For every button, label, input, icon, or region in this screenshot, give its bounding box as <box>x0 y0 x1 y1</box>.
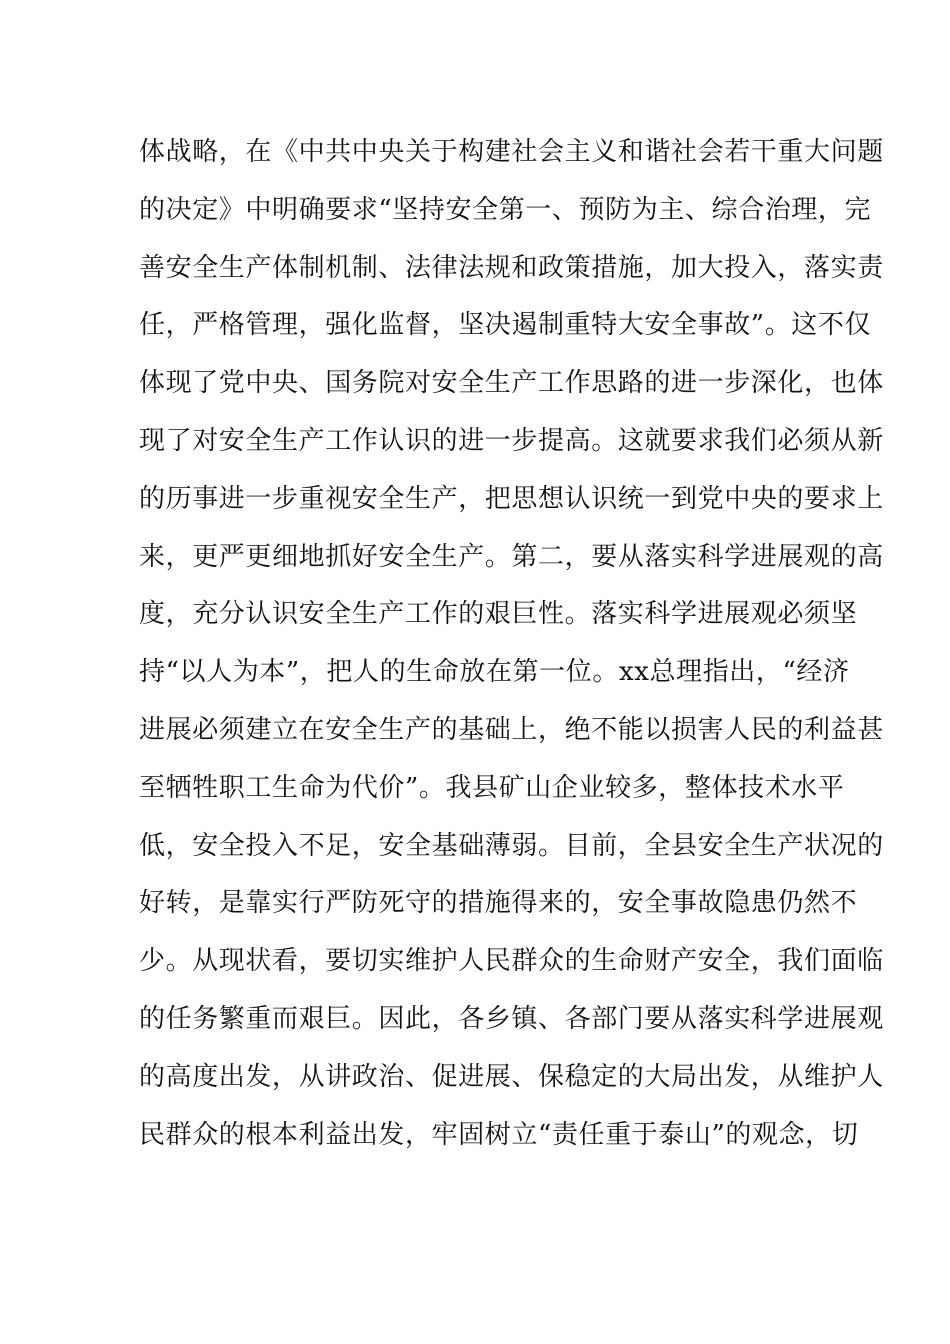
text-line: 体战略，在《中共中央关于构建社会主义和谐社会若干重大问题 <box>139 137 884 167</box>
text-line: 的任务繁重而艰巨。因此，各乡镇、各部门要从落实科学进展观 <box>139 1003 884 1034</box>
text-line: 任，严格管理，强化监督，坚决遏制重特大安全事故”。这不仅 <box>139 310 872 341</box>
text-line: 至牺牲职工生命为代价”。我县矿山企业较多，整体技术水平 <box>139 772 845 803</box>
text-line: 的高度出发，从讲政治、促进展、保稳定的大局出发，从维护人 <box>139 1061 884 1092</box>
text-line: 的决定》中明确要求“坚持安全第一、预防为主、综合治理，完 <box>139 194 872 225</box>
text-line: 的历事进一步重视安全生产，把思想认识统一到党中央的要求上 <box>139 483 884 514</box>
text-line: 进展必须建立在安全生产的基础上，绝不能以损害人民的利益甚 <box>139 714 884 745</box>
body-paragraph <box>139 128 884 1168</box>
text-line: 度，充分认识安全生产工作的艰巨性。落实科学进展观必须坚 <box>139 599 858 630</box>
text-line: 低，安全投入不足，安全基础薄弱。目前，全县安全生产状况的 <box>139 830 884 861</box>
text-line: 现了对安全生产工作认识的进一步提高。这就要求我们必须从新 <box>139 425 884 456</box>
text-line: 持“以人为本”，把人的生命放在第一位。xx总理指出，“经济 <box>139 657 850 688</box>
text-line: 少。从现状看，要切实维护人民群众的生命财产安全，我们面临 <box>139 946 884 977</box>
text-line: 体现了党中央、国务院对安全生产工作思路的进一步深化，也体 <box>139 368 884 399</box>
text-line: 好转，是靠实行严防死守的措施得来的，安全事故隐患仍然不 <box>139 888 858 919</box>
text-line: 来，更严更细地抓好安全生产。第二，要从落实科学进展观的高 <box>139 541 884 572</box>
text-line: 民群众的根本利益出发，牢固树立“责任重于泰山”的观念，切 <box>139 1119 859 1150</box>
text-line: 善安全生产体制机制、法律法规和政策措施，加大投入，落实责 <box>139 252 884 283</box>
